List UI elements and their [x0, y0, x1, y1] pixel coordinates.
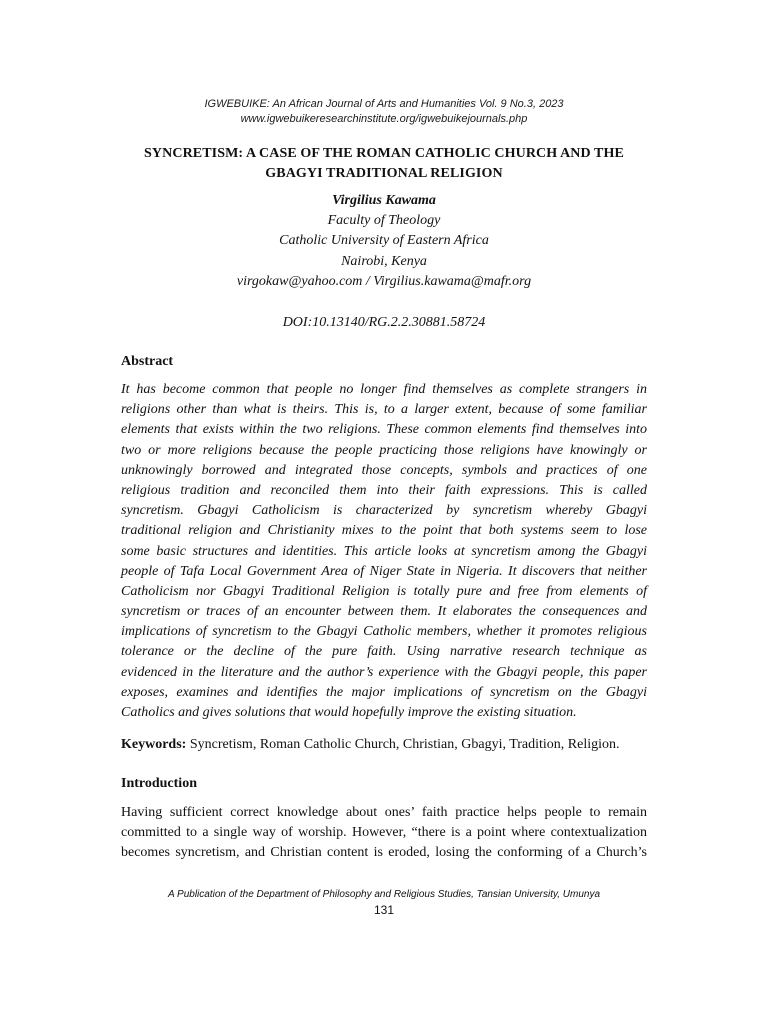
- abstract-line: exposes, examines and identifies the major implications of syncretism on the Gbagyi: [121, 684, 647, 700]
- abstract-line: syncretism. Gbagyi Catholicism is characterized by syncretism whereby Gbagyi: [121, 503, 647, 519]
- abstract-line: some basic structures and identities. This article looks at syncretism among the Gbagyi: [121, 543, 647, 559]
- abstract-line: syncretism or traces of an encounter between them. It elaborates the consequences and: [121, 604, 647, 620]
- title-line: GBAGYI TRADITIONAL RELIGION: [265, 166, 503, 181]
- abstract-line: Catholicism nor Gbagyi Traditional Religion is totally pure and free from elements of: [121, 583, 647, 599]
- journal-citation: IGWEBUIKE: An African Journal of Arts and Humanities Vol. 9 No.3, 2023: [204, 98, 564, 110]
- introduction-line: committed to a single way of worship. However, “there is a point where contextualization: [121, 825, 647, 841]
- paper-title: [100, 144, 668, 184]
- author-location: Nairobi, Kenya: [341, 253, 427, 269]
- keywords-label: Keywords:: [121, 737, 187, 752]
- introduction-line: Having sufficient correct knowledge about ones’ faith practice helps people to remain: [121, 805, 647, 820]
- abstract-line: traditional religion and Christianity mixes to the point that both systems seem to lose: [121, 523, 647, 539]
- abstract-line: religions other than what is theirs. This is, to a larger extent, because of some familiar: [121, 402, 647, 418]
- abstract-line: religious tradition and reconciled them into their faith expressions. This is called: [121, 482, 647, 498]
- abstract-line: It has become common that people no longer find themselves as complete strangers in: [121, 382, 647, 397]
- page-number: 131: [373, 903, 395, 917]
- footer-publication: A Publication of the Department of Philosophy and Religious Studies, Tansian University, Umunya: [167, 889, 601, 900]
- author-faculty: Faculty of Theology: [327, 213, 441, 229]
- author-university: Catholic University of Eastern Africa: [279, 233, 489, 249]
- title-line: SYNCRETISM: A CASE OF THE ROMAN CATHOLIC CHURCH AND THE: [144, 146, 624, 161]
- author-block: [0, 191, 768, 292]
- abstract-line: evidenced in the literature and the author’s experience with the Gbagyi people, this paper: [121, 664, 647, 680]
- abstract-line: elements that exists within the two religions. These common elements find themselves into: [121, 422, 647, 438]
- introduction-line: becomes syncretism, and Christian content is eroded, losing the conforming of a Church’s: [121, 845, 647, 861]
- abstract-line: tolerance or the decline of the pure faith. Using narrative research technique as: [121, 644, 647, 660]
- author-email: virgokaw@yahoo.com / Virgilius.kawama@mafr.org: [236, 273, 532, 289]
- keywords-list: Syncretism, Roman Catholic Church, Christian, Gbagyi, Tradition, Religion.: [186, 737, 620, 752]
- abstract-line: Catholics and gives solutions that would hopefully improve the existing situation.: [121, 705, 577, 720]
- abstract-heading: Abstract: [121, 354, 174, 369]
- introduction-heading: Introduction: [121, 776, 197, 791]
- introduction-body: [121, 803, 647, 864]
- doi: DOI:10.13140/RG.2.2.30881.58724: [282, 315, 486, 330]
- abstract-line: unknowingly borrowed and integrated those concepts, symbols and practices of one: [121, 462, 647, 478]
- author-name: Virgilius Kawama: [332, 193, 436, 208]
- abstract-body: [121, 380, 647, 723]
- abstract-line: implications of syncretism to the Gbagyi Catholic members, whether it promotes religious: [121, 624, 647, 640]
- journal-url: www.igwebuikeresearchinstitute.org/igwebuikejournals.php: [240, 113, 528, 125]
- abstract-line: two or more religions because the people practicing those religions have knowingly or: [121, 442, 647, 458]
- abstract-line: people of Tafa Local Government Area of Niger State in Nigeria. It discovers that neither: [121, 563, 647, 579]
- keywords: [121, 735, 647, 755]
